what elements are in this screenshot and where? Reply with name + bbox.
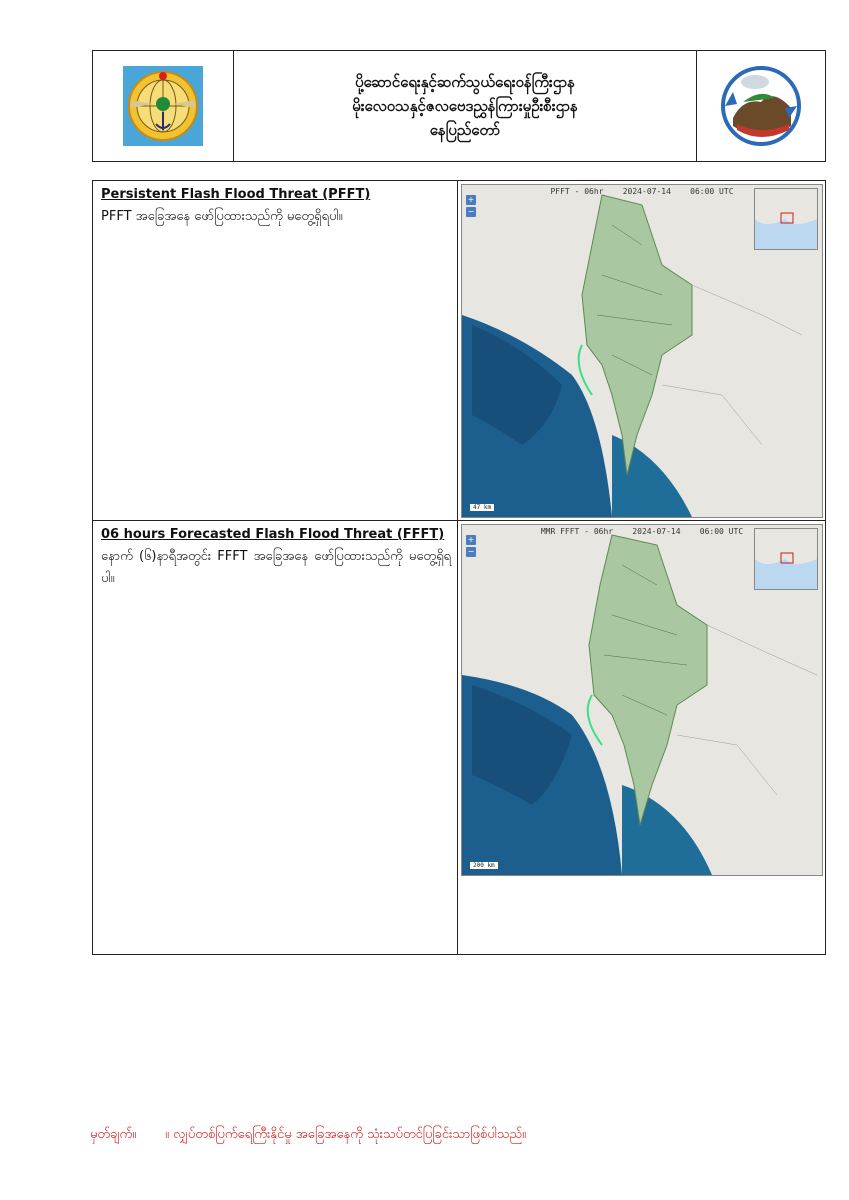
pfft-zoom-controls (466, 195, 476, 219)
footer-note: မှတ်ချက်။ ။ လျှပ်တစ်ပြက်ရေကြီးနိုင်မှု အခြေအနေကို သုံးသပ်တင်ပြခြင်းသာဖြစ်ပါသည်။ (90, 1127, 526, 1142)
hydrology-logo (713, 58, 809, 154)
ffft-zoom-controls (466, 535, 476, 559)
pfft-text (101, 187, 451, 228)
zoom-out-button[interactable]: − (467, 207, 475, 216)
inset-map-image (755, 189, 817, 249)
pfft-map-caption: PFFT - 06hr 2024-07-14 06:00 UTC (550, 187, 734, 196)
ffft-title: 06 hours Forecasted Flash Flood Threat (FFFT) (101, 527, 445, 542)
zoom-in-button[interactable]: + (467, 535, 475, 544)
zoom-out-button[interactable]: − (467, 547, 475, 556)
pfft-row (93, 181, 825, 521)
ffft-row (93, 521, 825, 953)
hydrology-logo-cell (696, 51, 825, 161)
ffft-inset-map (754, 528, 818, 590)
pfft-description: PFFT အခြေအနေ ဖော်ပြထားသည်ကို မတွေ့ရှိရပါ။ (101, 209, 343, 224)
header-title (234, 51, 696, 161)
ffft-scale-bar: 200 km (470, 862, 498, 869)
ministry-name: ပို့ဆောင်ရေးနှင့်ဆက်သွယ်ရေးဝန်ကြီးဌာန (355, 73, 575, 91)
inset-map-image (755, 529, 817, 589)
ministry-logo-cell (93, 51, 234, 161)
ffft-map[interactable] (461, 524, 823, 876)
pfft-scale-bar: 47 km (470, 504, 494, 511)
ffft-text (101, 527, 451, 590)
ffft-description: နောက် (၆)နာရီအတွင်း FFFT အခြေအနေ ဖော်ပြထားသည်ကို မတွေ့ရှိရပါ။ (101, 549, 451, 586)
city-name: နေပြည်တော် (429, 121, 501, 139)
department-name: မိုးလေဝသနှင့်ဇလဗေဒညွှန်ကြားမှုဦးစီးဌာန (352, 97, 578, 115)
pfft-map[interactable] (461, 184, 823, 518)
ffft-map-caption: MMR FFFT - 06hr 2024-07-14 06:00 UTC (540, 527, 744, 536)
pfft-title: Persistent Flash Flood Threat (PFFT) (101, 187, 371, 202)
pfft-inset-map (754, 188, 818, 250)
ministry-logo (123, 66, 203, 146)
flood-threat-table (92, 180, 826, 955)
document-header (92, 50, 826, 162)
zoom-in-button[interactable]: + (467, 195, 475, 204)
